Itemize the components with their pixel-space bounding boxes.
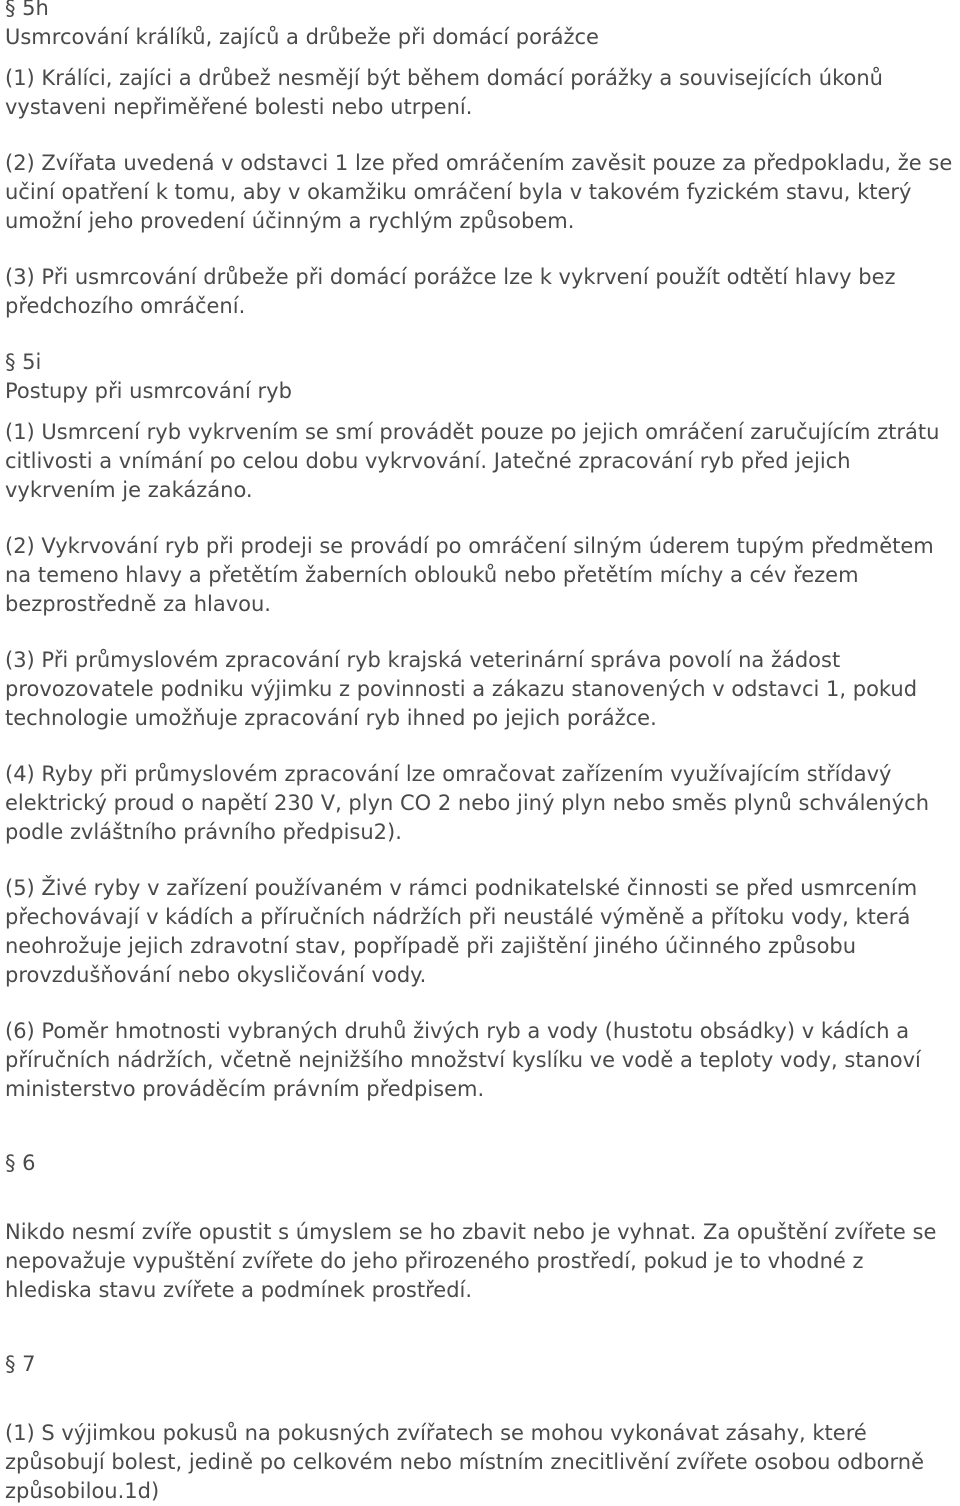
- paragraph: (2) Zvířata uvedená v odstavci 1 lze před omráčením zavěsit pouze za předpokladu, že se učiní opatření k tomu, aby v okamžiku omráčení byla v takovém fyzickém stavu, který umožní jeho provedení účinným a rychlým způsobem.: [5, 151, 953, 233]
- section-heading-7: § 7: [5, 1352, 36, 1376]
- section-heading-5h: § 5h: [5, 0, 49, 20]
- paragraph: (6) Poměr hmotnosti vybraných druhů živých ryb a vody (hustotu obsádky) v kádích a příručních nádržích, včetně nejnižšího množství kyslíku ve vodě a teploty vody, stanoví ministerstvo prováděcím právním předpisem.: [5, 1019, 921, 1101]
- paragraph: (3) Při průmyslovém zpracování ryb krajská veterinární správa povolí na žádost provozovatele podniku výjimku z povinnosti a zákazu stanovených v odstavci 1, pokud technologie umožňuje zpracování ryb ihned po jejich porážce.: [5, 648, 918, 730]
- paragraph: (5) Živé ryby v zařízení používaném v rámci podnikatelské činnosti se před usmrcením přechovávají v kádích a příručních nádržích při neustálé výměně a přítoku vody, která neohrožuje jejich zdravotní stav, popřípadě při zajištění jiného účinného způsobu provzdušňování nebo okysličování vody.: [5, 876, 918, 987]
- paragraph: (1) S výjimkou pokusů na pokusných zvířatech se mohou vykonávat zásahy, které způsobují bolest, jedině po celkovém nebo místním znecitlivění zvířete osobou odborně způsobilou.1d): [5, 1421, 924, 1503]
- paragraph: Nikdo nesmí zvíře opustit s úmyslem se ho zbavit nebo je vyhnat. Za opuštění zvířete se nepovažuje vypuštění zvířete do jeho přirozeného prostředí, pokud je to vhodné z hlediska stavu zvířete a podmínek prostředí.: [5, 1220, 937, 1302]
- paragraph: (3) Při usmrcování drůbeže při domácí porážce lze k vykrvení použít odtětí hlavy bez předchozího omráčení.: [5, 265, 896, 318]
- paragraph: (2) Vykrvování ryb při prodeji se provádí po omráčení silným úderem tupým předmětem na temeno hlavy a přetětím žaberních oblouků nebo přetětím míchy a cév řezem bezprostředně za hlavou.: [5, 534, 934, 616]
- paragraph: (1) Usmrcení ryb vykrvením se smí provádět pouze po jejich omráčení zaručujícím ztrátu citlivosti a vnímání po celou dobu vykrvování. Jatečné zpracování ryb před jejich vykrvením je zakázáno.: [5, 420, 940, 502]
- section-heading-6: § 6: [5, 1151, 36, 1175]
- paragraph: (4) Ryby při průmyslovém zpracování lze omračovat zařízením využívajícím střídavý elektrický proud o napětí 230 V, plyn CO 2 nebo jiný plyn nebo směs plynů schválených podle zvláštního právního předpisu2).: [5, 762, 929, 844]
- section-title-5h: Usmrcování králíků, zajíců a drůbeže při domácí porážce: [5, 25, 599, 49]
- document: [5, 0, 957, 1506]
- section-heading-5i: § 5i: [5, 350, 42, 374]
- section-title-5i: Postupy při usmrcování ryb: [5, 379, 292, 403]
- paragraph: (1) Králíci, zajíci a drůbež nesmějí být během domácí porážky a souvisejících úkonů vystaveni nepřiměřené bolesti nebo utrpení.: [5, 66, 883, 119]
